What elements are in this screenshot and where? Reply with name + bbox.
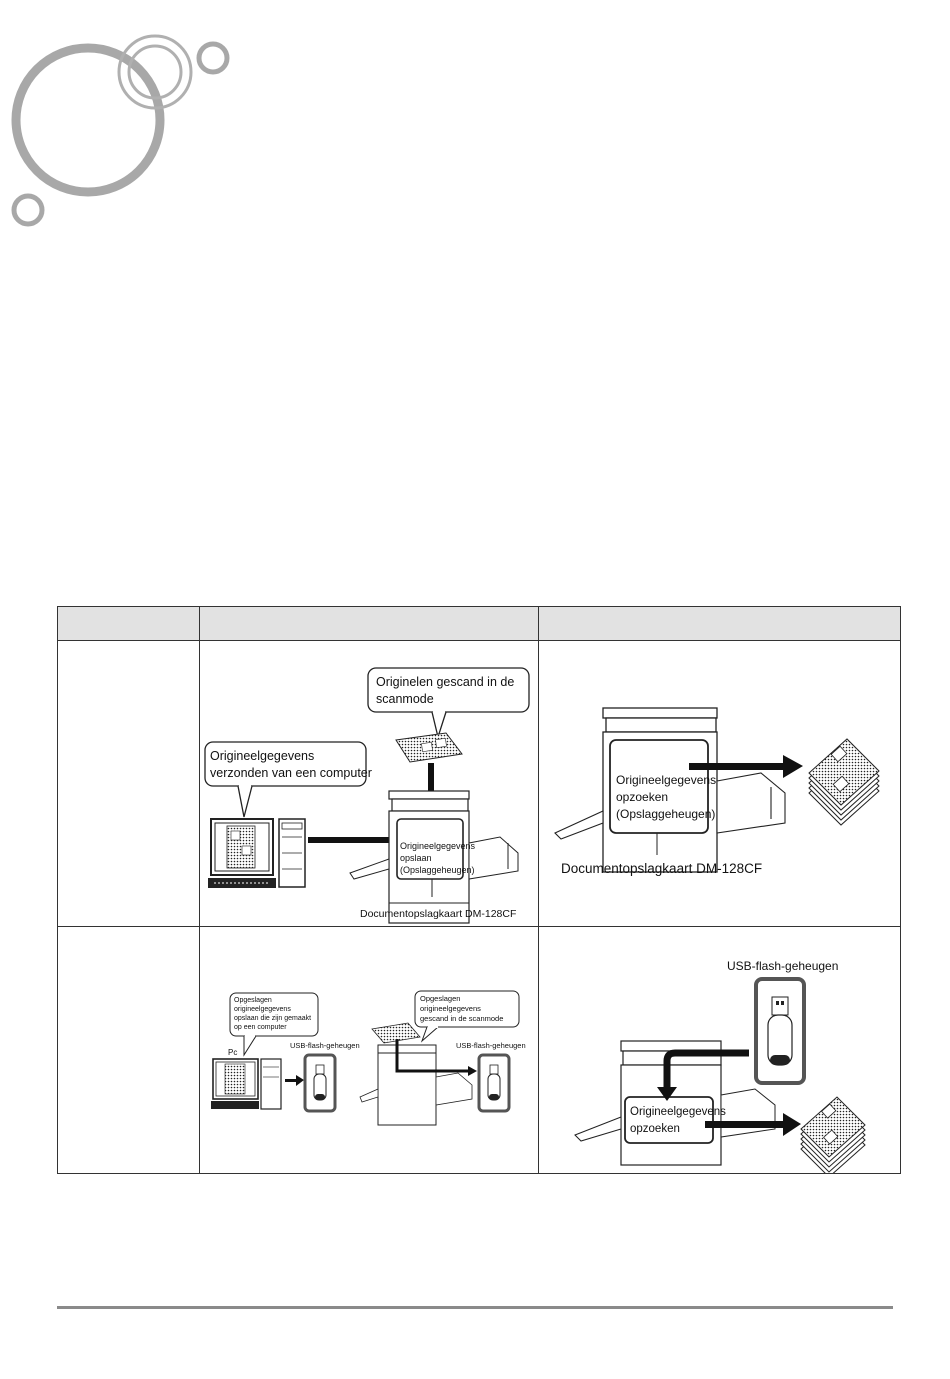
printed-copies-icon [801,1097,865,1173]
header-cell-1 [58,607,200,641]
store-panel-line2: opslaan [400,853,432,863]
store-illustration-cell [200,641,539,927]
usb-drive-icon [768,997,792,1065]
decorative-circles [0,0,240,240]
duplicator-machine-icon [555,708,785,872]
retrieve-storage-card-illustration [539,641,901,926]
duplicator-machine-icon [350,791,518,923]
usb-drive-icon [488,1065,500,1100]
footer-rule [57,1306,893,1309]
retrieve-usb-label: USB-flash-geheugen [727,959,839,973]
duplicator-machine-icon [575,1041,775,1165]
retrieve-card-label: Documentopslagkaart DM-128CF [561,861,763,876]
callout-scan-usb-line3: gescand in de scanmode [420,1014,504,1023]
store-usb-illustration-cell [200,927,539,1174]
store-card-label: Documentopslagkaart DM-128CF [360,908,517,920]
row-label-cell [58,927,200,1174]
row-label-cell [58,641,200,927]
retrieve-usb-illustration [539,927,901,1173]
small-circle-right [199,44,227,72]
computer-icon [208,819,305,888]
printed-copies-icon [809,739,879,825]
store-usb-illustration [200,927,539,1173]
store-panel-line1: Origineelgegevens [400,841,476,851]
callout-pc-usb-line4: op een computer [234,1024,287,1031]
storage-overview-table [57,606,901,1174]
callout-scan-usb-line2: origineelgegevens [420,1004,481,1013]
retrieve-usb-panel-line1: Origineelgegevens [630,1106,726,1118]
usb-label-2: USB-flash-geheugen [456,1041,526,1050]
retrieve-panel-line1: Origineelgegevens [616,773,717,787]
callout-pc-line1: Origineelgegevens [210,749,315,763]
store-storage-card-illustration [200,641,539,926]
callout-pc-usb-line3: opslaan die zijn gemaakt [234,1015,312,1022]
callout-scan-usb-line1: Opgeslagen [420,994,461,1003]
header-cell-3 [539,607,901,641]
small-circle-left [14,196,42,224]
table-row [58,641,901,927]
table-row [58,927,901,1174]
retrieve-usb-illustration-cell [539,927,901,1174]
callout-pc-usb-line2: origineelgegevens [234,1006,291,1013]
retrieve-usb-panel [625,1097,713,1143]
retrieve-panel-line3: (Opslaggeheugen) [616,807,716,821]
table-header-row [58,607,901,641]
usb-drive-icon [314,1065,326,1100]
callout-scan-line2: scanmode [376,692,434,706]
retrieve-illustration-cell [539,641,901,927]
store-panel-line3: (Opslaggeheugen) [400,865,475,875]
header-cell-2 [200,607,539,641]
callout-scan-line1: Originelen gescand in de [376,675,515,689]
large-circle [16,48,160,192]
retrieve-usb-panel-line2: opzoeken [630,1123,680,1135]
retrieve-panel-line2: opzoeken [616,790,669,804]
pc-label: Pc [228,1048,238,1057]
computer-icon [211,1059,281,1109]
callout-pc-line2: verzonden van een computer [210,766,372,780]
callout-pc-usb-line1: Opgeslagen [234,997,272,1004]
duplicator-machine-icon [360,1045,472,1125]
usb-label-1: USB-flash-geheugen [290,1041,360,1050]
